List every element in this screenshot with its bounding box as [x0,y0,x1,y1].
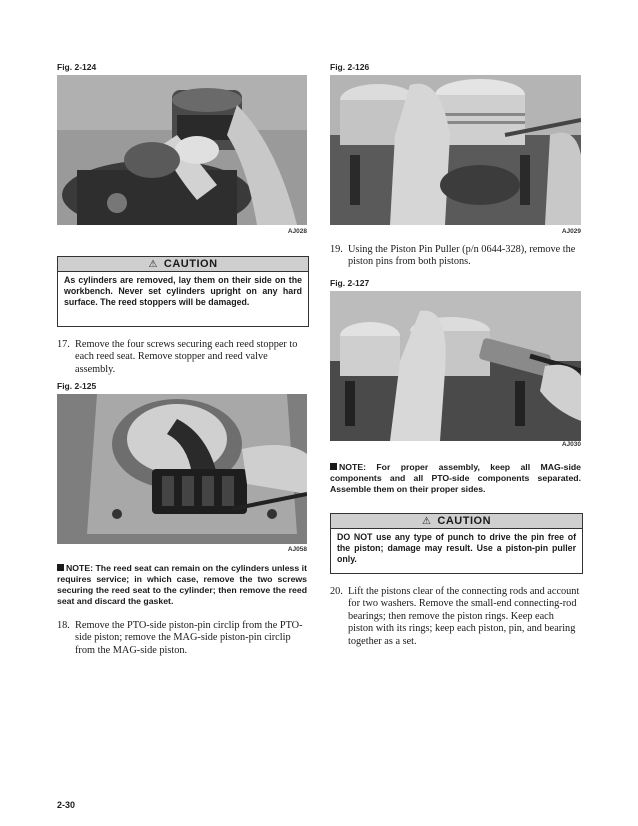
caution-heading-text: CAUTION [437,515,492,527]
figure-photo-cylinder-removal [57,75,307,225]
step-text: Remove the PTO-side piston-pin circlip from the PTO-side piston; remove the MAG-side piston-pin circlip from the MAG-side piston. [75,620,303,656]
figure-label: Fig. 2-125 [57,381,97,391]
caution-body: As cylinders are removed, lay them on their side on the workbench. Never set cylinders upright on any hard surface. The reed stoppers will be damaged. [64,275,302,307]
figure-image-code: AJ058 [287,546,307,553]
step-text: Remove the four screws securing each reed stopper to each reed seat. Remove stopper and reed valve assembly. [75,339,298,375]
note-square-icon [57,564,64,571]
note [330,462,581,495]
note [57,563,307,607]
figure-label: Fig. 2-126 [330,62,370,72]
step-19 [330,244,581,269]
step-number: 19. [330,244,343,255]
step-number: 20. [330,586,343,597]
caution-heading [331,514,582,529]
page-number: 2-30 [57,800,76,810]
step-text: Using the Piston Pin Puller (p/n 0644-328), remove the piston pins from both pistons. [348,244,576,268]
step-17 [57,339,307,376]
note-text: NOTE: The reed seat can remain on the cylinders unless it requires service; in which case, remove the two screws securing the reed seat to the cylinder; then remove the reed seat and discard the gasket. [57,563,307,606]
figure-photo-pistons [330,75,581,225]
figure-label: Fig. 2-127 [330,278,370,288]
figure-label: Fig. 2-124 [57,62,97,72]
figure-photo-reed-seat [57,394,307,544]
warning-triangle-icon: ⚠ [148,259,158,270]
note-text: NOTE: For proper assembly, keep all MAG-side components and all PTO-side components separated. Assemble them on their proper sides. [330,462,581,494]
caution-heading-text: CAUTION [163,258,218,270]
step-20 [330,586,581,648]
caution-body: DO NOT use any type of punch to drive the pin free of the piston; damage may result. Use a piston-pin puller only. [337,532,576,564]
step-number: 18. [57,620,70,631]
figure-image-code: AJ028 [287,228,307,235]
caution-box [57,256,309,327]
step-text: Lift the pistons clear of the connecting rods and account for two washers. Remove the small-end connecting-rod bearings; then remove the piston rings. Keep each piston with its rings; keep each piston, pin, and bearing together as a set. [348,586,580,647]
caution-heading [58,257,308,272]
caution-box [330,513,583,574]
warning-triangle-icon: ⚠ [421,516,432,527]
figure-image-code: AJ030 [561,441,581,448]
figure-image-code: AJ029 [561,228,581,235]
step-number: 17. [57,339,70,350]
step-18 [57,620,307,657]
note-square-icon [330,463,337,470]
figure-photo-pin-puller [330,291,581,441]
